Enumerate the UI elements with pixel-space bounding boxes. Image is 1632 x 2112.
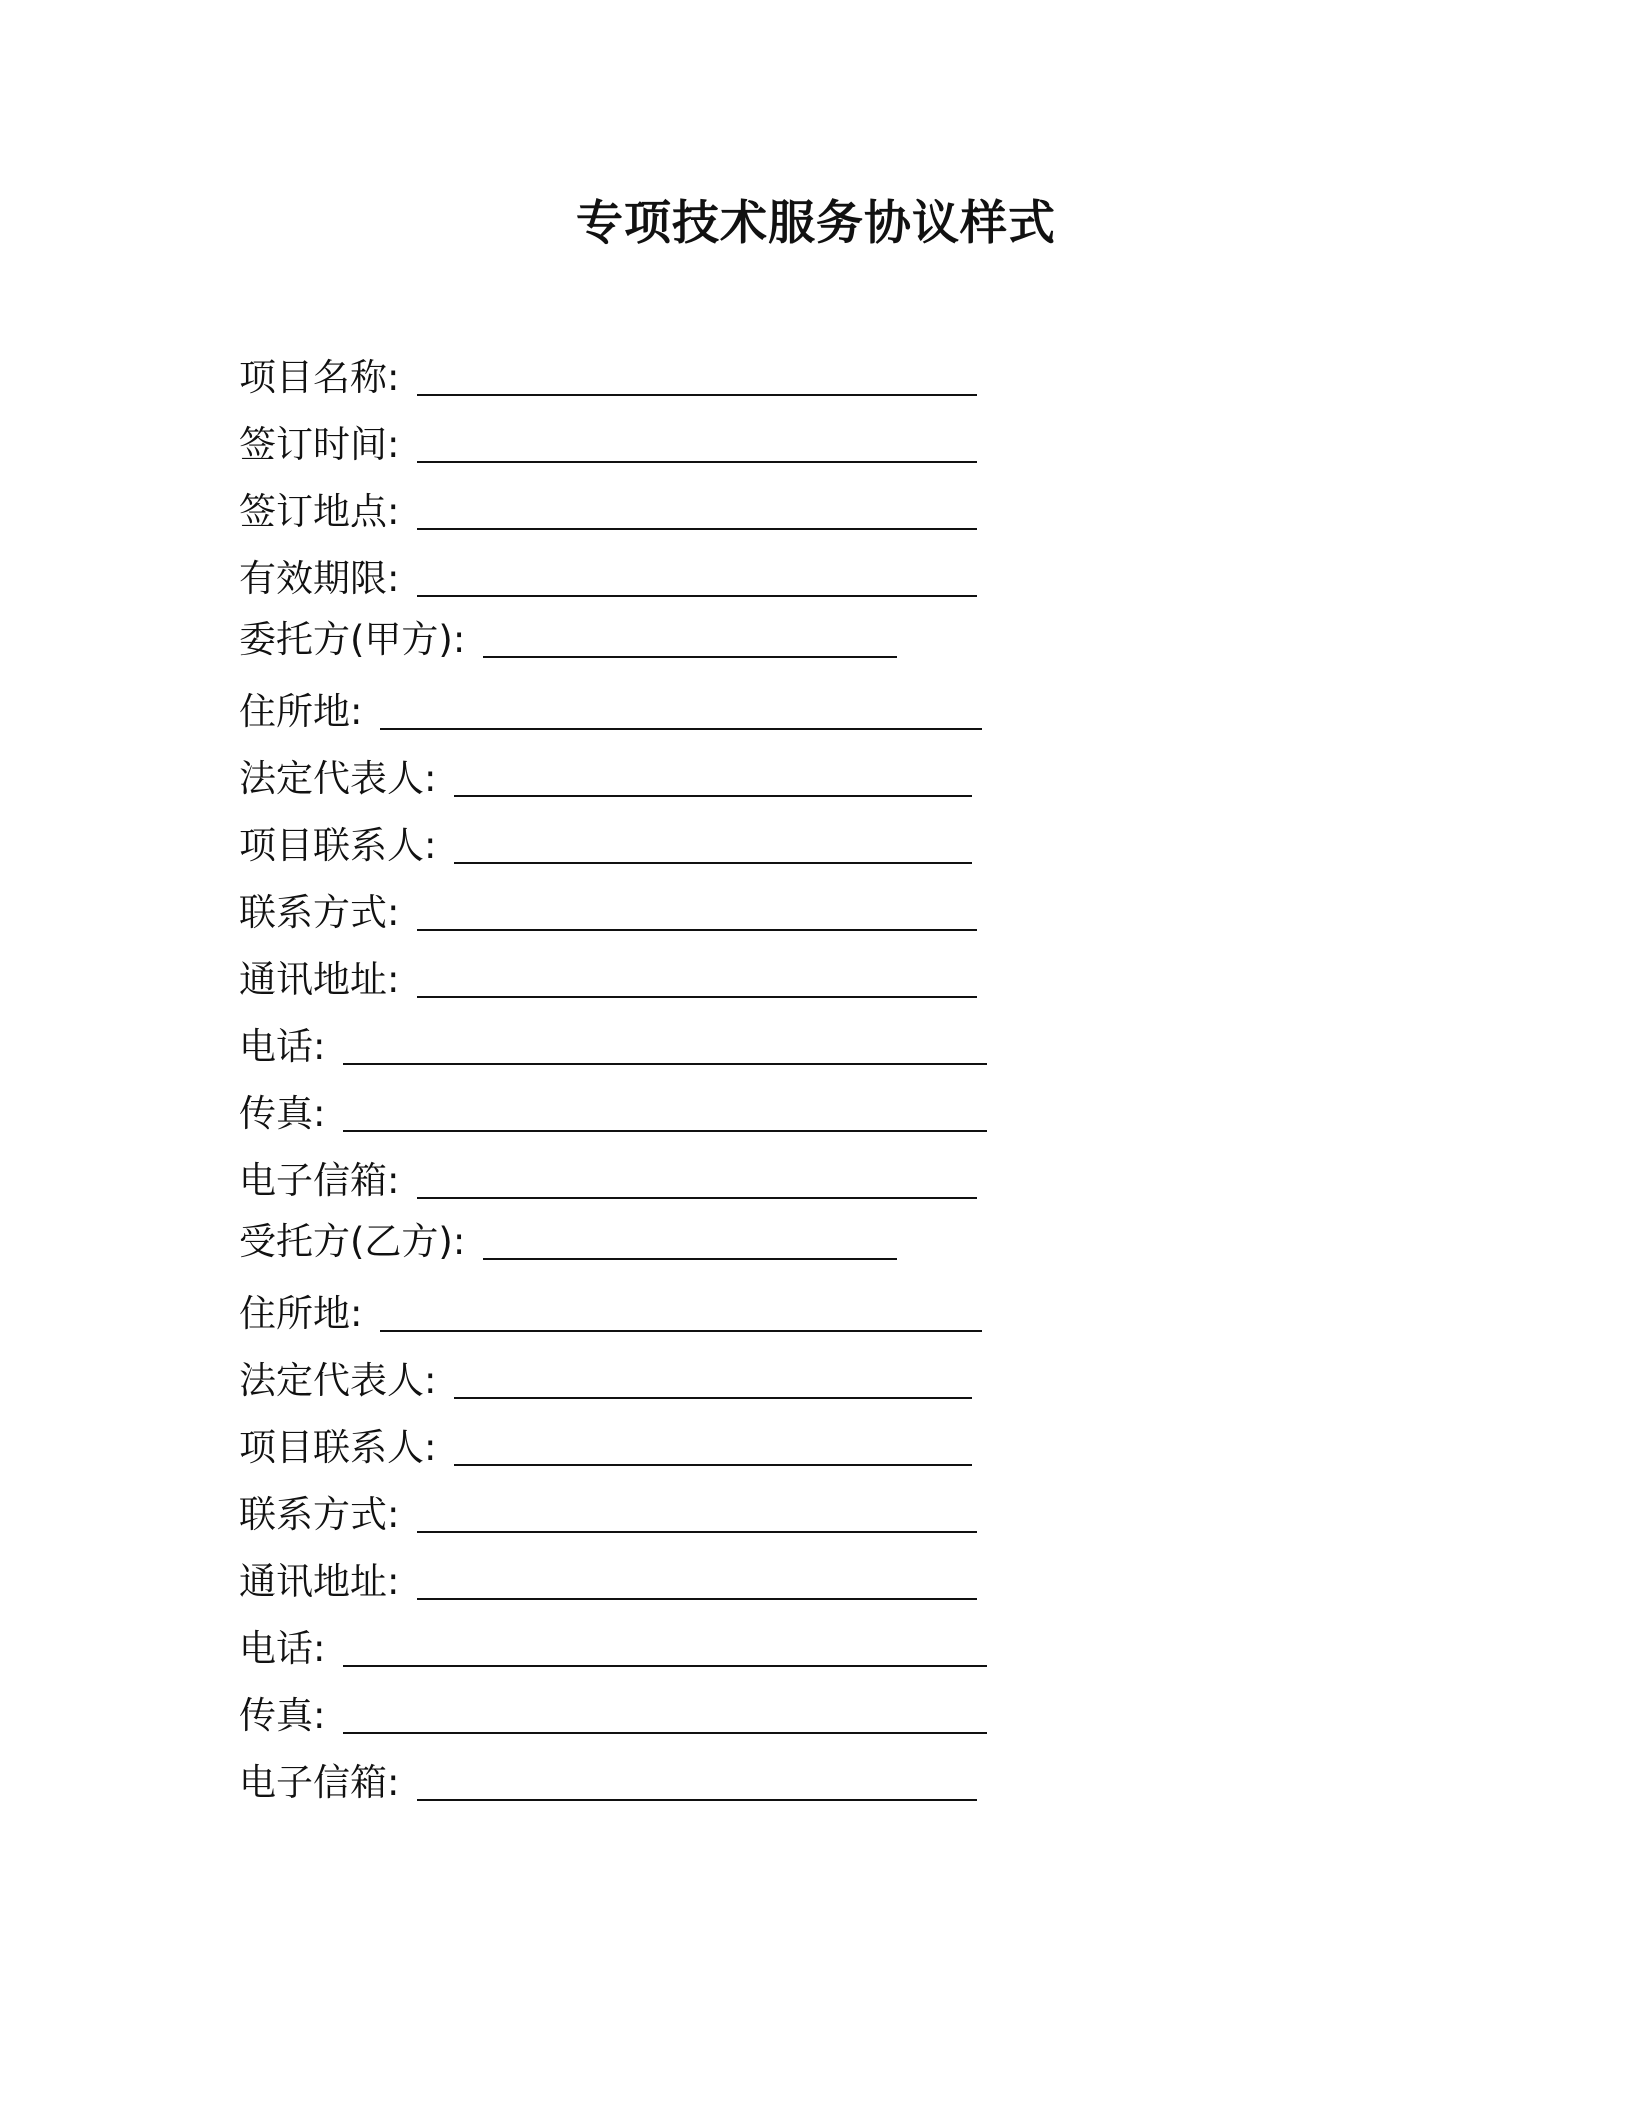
field-project-name — [239, 350, 977, 402]
field-a-mail-address — [239, 952, 977, 1004]
field-label: 传真: — [239, 1092, 326, 1135]
field-b-phone — [239, 1621, 987, 1673]
blank-line[interactable] — [483, 1258, 897, 1260]
blank-line[interactable] — [417, 595, 977, 597]
blank-line[interactable] — [417, 1598, 977, 1600]
field-label: 传真: — [239, 1694, 326, 1737]
blank-line[interactable] — [417, 461, 977, 463]
field-label: 受托方(乙方): — [239, 1220, 466, 1263]
blank-line[interactable] — [417, 929, 977, 931]
field-a-fax — [239, 1086, 987, 1138]
field-label: 项目联系人: — [239, 824, 437, 867]
field-label: 电子信箱: — [239, 1761, 400, 1804]
field-label: 联系方式: — [239, 1493, 400, 1536]
document-title: 专项技术服务协议样式 — [576, 196, 1056, 251]
blank-line[interactable] — [343, 1130, 987, 1132]
field-label: 法定代表人: — [239, 757, 437, 800]
field-label: 法定代表人: — [239, 1359, 437, 1402]
field-validity-period — [239, 551, 977, 603]
blank-line[interactable] — [483, 656, 897, 658]
field-a-legal-rep — [239, 751, 972, 803]
blank-line[interactable] — [417, 1799, 977, 1801]
field-party-b — [239, 1214, 897, 1266]
blank-line[interactable] — [417, 528, 977, 530]
field-b-address — [239, 1286, 982, 1338]
field-label: 电话: — [239, 1627, 326, 1670]
field-label: 签订地点: — [239, 490, 400, 533]
blank-line[interactable] — [343, 1732, 987, 1734]
blank-line[interactable] — [417, 1531, 977, 1533]
field-label: 通讯地址: — [239, 1560, 400, 1603]
field-label: 通讯地址: — [239, 958, 400, 1001]
field-label: 电子信箱: — [239, 1159, 400, 1202]
field-label: 住所地: — [239, 690, 363, 733]
field-b-project-contact — [239, 1420, 972, 1472]
field-label: 联系方式: — [239, 891, 400, 934]
field-sign-place — [239, 484, 977, 536]
blank-line[interactable] — [380, 1330, 982, 1332]
field-label: 住所地: — [239, 1292, 363, 1335]
field-party-a — [239, 612, 897, 664]
field-sign-date — [239, 417, 977, 469]
blank-line[interactable] — [343, 1665, 987, 1667]
blank-line[interactable] — [454, 1397, 972, 1399]
blank-line[interactable] — [380, 728, 982, 730]
field-a-address — [239, 684, 982, 736]
blank-line[interactable] — [454, 795, 972, 797]
field-b-fax — [239, 1688, 987, 1740]
field-a-email — [239, 1153, 977, 1205]
field-label: 签订时间: — [239, 423, 400, 466]
field-a-phone — [239, 1019, 987, 1071]
field-label: 电话: — [239, 1025, 326, 1068]
field-label: 项目联系人: — [239, 1426, 437, 1469]
blank-line[interactable] — [454, 862, 972, 864]
field-label: 项目名称: — [239, 356, 400, 399]
blank-line[interactable] — [454, 1464, 972, 1466]
field-b-mail-address — [239, 1554, 977, 1606]
field-label: 委托方(甲方): — [239, 618, 466, 661]
field-a-project-contact — [239, 818, 972, 870]
blank-line[interactable] — [417, 1197, 977, 1199]
field-a-contact-method — [239, 885, 977, 937]
blank-line[interactable] — [417, 394, 977, 396]
field-b-legal-rep — [239, 1353, 972, 1405]
field-label: 有效期限: — [239, 557, 400, 600]
field-b-email — [239, 1755, 977, 1807]
blank-line[interactable] — [343, 1063, 987, 1065]
blank-line[interactable] — [417, 996, 977, 998]
field-b-contact-method — [239, 1487, 977, 1539]
